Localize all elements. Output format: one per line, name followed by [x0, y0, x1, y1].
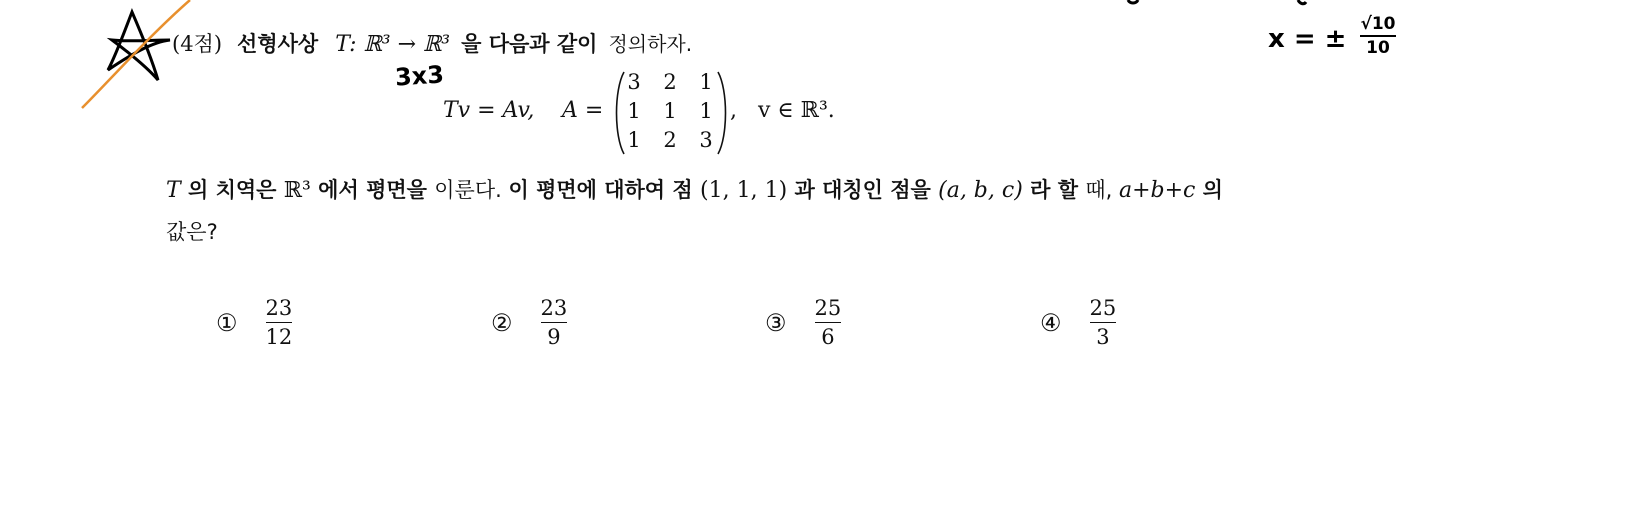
- question-title: 선형사상: [237, 32, 319, 56]
- question-points: (4점): [172, 32, 223, 56]
- body-seg: 의: [1195, 178, 1223, 202]
- body-seg: a+b+c: [1118, 178, 1196, 203]
- body-text-line1: [166, 174, 1223, 204]
- matrix-cell: 1: [699, 70, 713, 94]
- fraction-numerator: 23: [265, 296, 293, 320]
- fraction-denominator: 6: [821, 325, 835, 349]
- choice-1[interactable]: [216, 296, 292, 349]
- choice-fraction: [541, 296, 568, 349]
- question-header: [172, 28, 692, 58]
- body-seg: (1, 1, 1): [700, 178, 788, 203]
- fraction-numerator: 25: [1089, 296, 1117, 320]
- choice-fraction: [1090, 296, 1117, 349]
- choice-4[interactable]: [1040, 296, 1116, 349]
- matrix-cell: 3: [699, 128, 713, 152]
- question-phrase: 을 다음과 같이: [461, 32, 598, 56]
- handwritten-denominator: 10: [1366, 38, 1390, 58]
- body-seg: T: [166, 178, 181, 203]
- body-seg: 과 대칭인 점을: [787, 178, 939, 202]
- body-text-line2: 값은?: [166, 220, 218, 244]
- body-seg: 이 평면에 대하여 점: [508, 178, 701, 202]
- fraction-denominator: 9: [547, 325, 561, 349]
- fraction-denominator: 12: [265, 325, 293, 349]
- body-seg: 에서 평면을: [310, 178, 435, 202]
- question-phrase-tail: 정의하자.: [608, 32, 693, 56]
- choice-mark: ④: [1040, 308, 1062, 337]
- choice-mark: ①: [216, 308, 238, 337]
- matrix-cell: 1: [663, 99, 677, 123]
- choice-fraction: [815, 296, 842, 349]
- question-mapping: T: ℝ³ → ℝ³: [335, 32, 451, 57]
- matrix-cell: 2: [663, 70, 677, 94]
- matrix-cell: 3: [627, 70, 641, 94]
- choice-mark: ③: [765, 308, 787, 337]
- matrix-cell: 2: [663, 128, 677, 152]
- handwriting-fragment: [1120, 0, 1320, 10]
- fraction-numerator: 23: [540, 296, 568, 320]
- choice-2[interactable]: [491, 296, 567, 349]
- body-seg: 때,: [1085, 178, 1119, 202]
- matrix-cell: 1: [627, 99, 641, 123]
- fraction-denominator: 3: [1096, 325, 1110, 349]
- choice-3[interactable]: [765, 296, 841, 349]
- body-seg: (a, b, c): [938, 178, 1023, 203]
- equation-tail: , v ∈ ℝ³.: [730, 98, 835, 123]
- handwritten-fraction: [1358, 14, 1398, 58]
- body-seg: 라 할: [1022, 178, 1086, 202]
- matrix-cell: 1: [627, 128, 641, 152]
- choice-fraction: [266, 296, 293, 349]
- equation-A: A =: [562, 98, 604, 123]
- handwritten-note-3x3: 3x3: [394, 60, 445, 92]
- fraction-numerator: 25: [814, 296, 842, 320]
- equation-lhs: Tv = Av,: [443, 98, 535, 123]
- matrix-cell: 1: [699, 99, 713, 123]
- handwritten-note-x: x = ±: [1268, 24, 1347, 54]
- body-seg: 이룬다.: [434, 178, 509, 202]
- choice-mark: ②: [491, 308, 513, 337]
- matrix-A: [612, 70, 730, 156]
- body-seg: 의 치역은: [180, 178, 284, 202]
- body-seg: ℝ³: [283, 178, 311, 203]
- handwritten-numerator: √10: [1360, 14, 1396, 34]
